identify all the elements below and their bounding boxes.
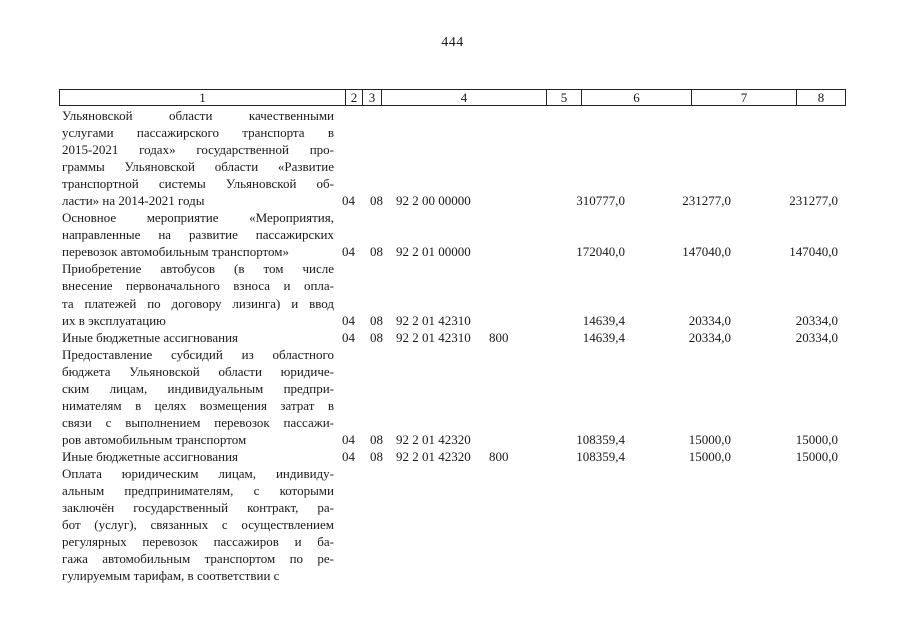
target-article-code: 92 2 00 00000 [396,193,471,209]
target-article-code: 92 2 01 42310 [396,312,471,328]
description-line: ским лицам, индивидуальным предпри- [62,380,334,396]
header-cell-4: 4 [381,90,546,105]
table-header-row [59,89,846,106]
section-code: 04 [342,244,355,260]
amount-2020: 20334,0 [688,312,731,328]
description-line: их в эксплуатацию [62,312,166,328]
subsection-code: 08 [370,448,383,464]
amount-2019: 172040,0 [576,244,625,260]
subsection-code: 08 [370,312,383,328]
amount-2021: 231277,0 [789,193,838,209]
row-description [62,346,334,448]
row-description [62,448,334,465]
description-line: перевозок автомобильным транспортом» [62,244,290,260]
description-line: ров автомобильным транспортом [62,431,247,447]
amount-2021: 20334,0 [795,312,838,328]
description-line: гулируемым тарифам, в соответствии с [62,568,280,584]
section-code: 04 [342,329,355,345]
amount-2019: 14639,4 [582,312,625,328]
section-code: 04 [342,431,355,447]
table-row [62,209,846,260]
description-line: Приобретение автобусов (в том числе [62,261,334,277]
header-cell-1: 1 [199,90,206,105]
subsection-code: 08 [370,244,383,260]
table-row [62,107,846,209]
description-line: заключён государственный контракт, ра- [62,500,334,516]
description-line: 2015-2021 годах» государственной про- [62,142,334,158]
subsection-code: 08 [370,193,383,209]
description-line: альным предпринимателям, с которыми [62,483,334,499]
table-row [62,260,846,328]
target-article-code: 92 2 01 42310 [396,329,471,345]
section-code: 04 [342,448,355,464]
description-line: бюджета Ульяновской области юридиче- [62,363,334,379]
amount-2019: 310777,0 [576,193,625,209]
table-row [62,346,846,448]
description-line: регулярных перевозок пассажиров и ба- [62,534,334,550]
description-line: ласти» на 2014-2021 годы [62,193,205,209]
table-row [62,465,846,584]
description-line: Иные бюджетные ассигнования [62,448,239,464]
table-row [62,329,846,346]
target-article-code: 92 2 01 42320 [396,448,471,464]
amount-2020: 231277,0 [682,193,731,209]
header-cell-2: 2 [345,90,362,105]
header-cell-3: 3 [362,90,381,105]
section-code: 04 [342,193,355,209]
subsection-code: 08 [370,329,383,345]
row-description [62,209,334,260]
description-line: внесение первоначального взноса и опла- [62,278,334,294]
target-article-code: 92 2 01 42320 [396,431,471,447]
amount-2020: 147040,0 [682,244,731,260]
description-line: Ульяновской области качественными [62,108,334,123]
description-line: Оплата юридическим лицам, индивиду- [62,465,334,481]
section-code: 04 [342,312,355,328]
row-description [62,260,334,328]
expense-type-code: 800 [489,329,509,345]
row-description [62,465,334,584]
header-cell-5: 5 [546,90,581,105]
target-article-code: 92 2 01 00000 [396,244,471,260]
amount-2019: 108359,4 [576,448,625,464]
amount-2021: 15000,0 [795,448,838,464]
description-line: Иные бюджетные ассигнования [62,329,239,345]
amount-2021: 20334,0 [795,329,838,345]
row-description [62,329,334,346]
page-number: 444 [441,35,464,50]
amount-2019: 108359,4 [576,431,625,447]
description-line: транспортной системы Ульяновской об- [62,176,334,192]
description-line: связи с выполнением перевозок пассажи- [62,414,334,430]
header-cell-8: 8 [796,90,845,105]
description-line: граммы Ульяновской области «Развитие [62,159,334,175]
amount-2020: 15000,0 [688,448,731,464]
subsection-code: 08 [370,431,383,447]
amount-2020: 20334,0 [688,329,731,345]
description-line: нимателям в целях возмещения затрат в [62,397,334,413]
amount-2019: 14639,4 [582,329,625,345]
description-line: услугами пассажирского транспорта в [62,125,334,141]
amount-2021: 15000,0 [795,431,838,447]
table-body [62,107,846,584]
description-line: направленные на развитие пассажирских [62,227,334,243]
description-line: бот (услуг), связанных с осуществлением [62,517,334,533]
description-line: Основное мероприятие «Мероприятия, [62,210,334,226]
description-line: та платежей по договору лизинга) и ввод [62,295,334,311]
table-row [62,448,846,465]
row-description [62,107,334,209]
expense-type-code: 800 [489,448,509,464]
description-line: гажа автомобильным транспортом по ре- [62,551,334,567]
amount-2021: 147040,0 [789,244,838,260]
header-cell-7: 7 [691,90,796,105]
header-cell-6: 6 [581,90,691,105]
amount-2020: 15000,0 [688,431,731,447]
description-line: Предоставление субсидий из областного [62,346,334,362]
